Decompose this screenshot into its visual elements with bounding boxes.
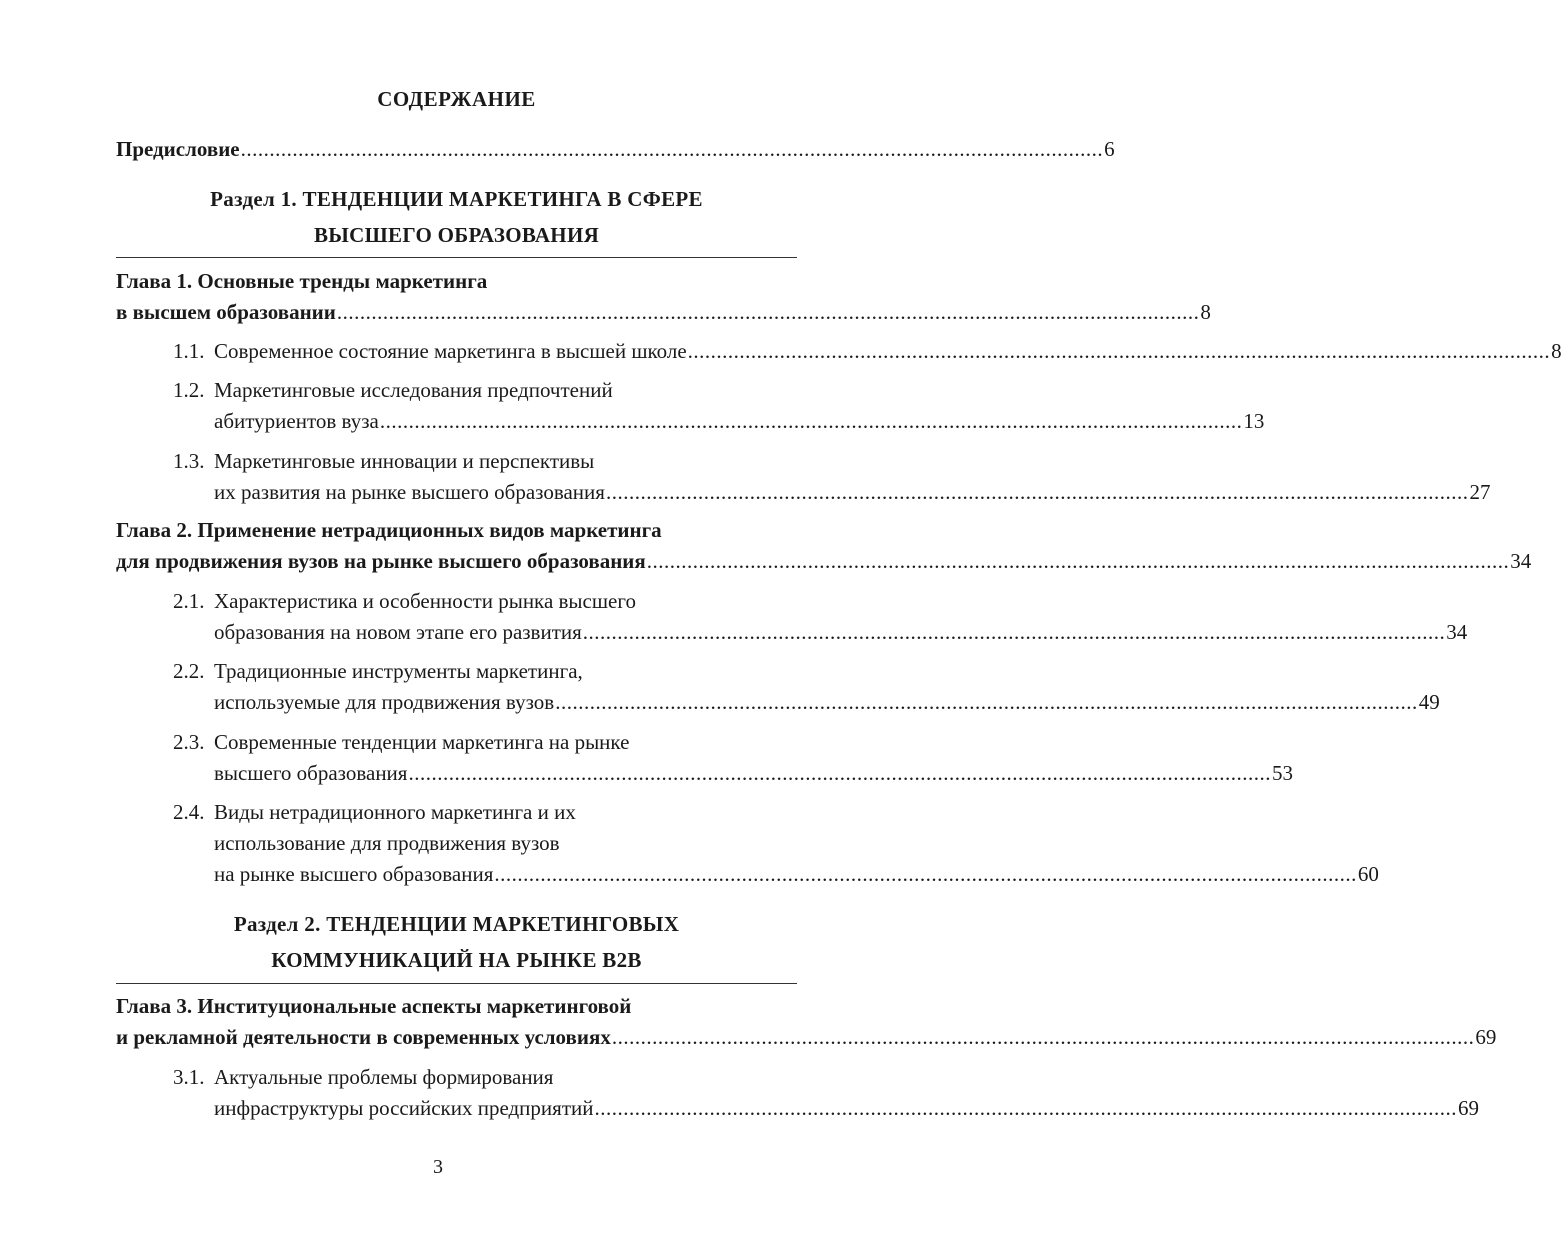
dot-leader: ...................................................................................................................................................... bbox=[336, 300, 1200, 324]
entry-number: 2.3. bbox=[173, 730, 205, 754]
toc-entry-3-1[interactable] bbox=[116, 1062, 1479, 1124]
entry-label: Виды нетрадиционного маркетинга и их bbox=[214, 800, 576, 824]
entry-label: Маркетинговые инновации и перспективы bbox=[214, 449, 595, 473]
dot-leader: ...................................................................................................................................................... bbox=[555, 690, 1418, 714]
entry-label: Актуальные проблемы формирования bbox=[214, 1065, 554, 1089]
section-heading-line: Раздел 2. ТЕНДЕНЦИИ МАРКЕТИНГОВЫХ bbox=[233, 912, 680, 936]
dot-leader: ...................................................................................................................................................... bbox=[687, 339, 1551, 363]
entry-label: Маркетинговые исследования предпочтений bbox=[214, 378, 613, 402]
entry-label: Характеристика и особенности рынка высшего bbox=[214, 589, 636, 613]
dot-leader: ...................................................................................................................................................... bbox=[582, 620, 1446, 644]
toc-entry-1-1[interactable] bbox=[116, 336, 1562, 367]
dot-leader: ...................................................................................................................................................... bbox=[646, 549, 1510, 573]
page-ref: 13 bbox=[1243, 409, 1265, 433]
entry-number: 2.1. bbox=[173, 589, 205, 613]
dot-leader: ...................................................................................................................................................... bbox=[408, 761, 1271, 785]
toc-title: СОДЕРЖАНИЕ bbox=[377, 87, 536, 111]
section-heading-line: КОММУНИКАЦИЙ НА РЫНКЕ B2B bbox=[271, 948, 642, 972]
entry-label: используемые для продвижения вузов bbox=[214, 690, 555, 714]
entry-label: Предисловие bbox=[116, 137, 240, 161]
entry-number: 1.1. bbox=[173, 339, 205, 363]
entry-label: Глава 3. Институциональные аспекты маркетинговой bbox=[116, 994, 632, 1018]
page-number: 3 bbox=[433, 1156, 443, 1178]
entry-label: на рынке высшего образования bbox=[214, 862, 494, 886]
entry-label: Глава 2. Применение нетрадиционных видов маркетинга bbox=[116, 518, 662, 542]
page-ref: 60 bbox=[1357, 862, 1379, 886]
toc-entry-2-2[interactable] bbox=[116, 656, 1440, 718]
dot-leader: ...................................................................................................................................................... bbox=[594, 1096, 1457, 1120]
page-ref: 69 bbox=[1457, 1096, 1479, 1120]
page-ref: 8 bbox=[1551, 339, 1562, 363]
entry-label: и рекламной деятельности в современных условиях bbox=[116, 1025, 611, 1049]
toc-entry-1-2[interactable] bbox=[116, 375, 1265, 437]
page-ref: 27 bbox=[1469, 480, 1491, 504]
entry-label: высшего образования bbox=[214, 761, 408, 785]
entry-label: образования на новом этапе его развития bbox=[214, 620, 582, 644]
page-ref: 34 bbox=[1446, 620, 1468, 644]
entry-label: для продвижения вузов на рынке высшего образования bbox=[116, 549, 646, 573]
entry-label: абитуриентов вуза bbox=[214, 409, 379, 433]
section-heading-line: Раздел 1. ТЕНДЕНЦИИ МАРКЕТИНГА В СФЕРЕ bbox=[210, 187, 703, 211]
entry-label: использование для продвижения вузов bbox=[214, 831, 560, 855]
section-1-heading bbox=[116, 181, 797, 253]
page-ref: 8 bbox=[1200, 300, 1211, 324]
toc-entry-2-1[interactable] bbox=[116, 586, 1468, 648]
entry-label: Современные тенденции маркетинга на рынке bbox=[214, 730, 630, 754]
section-divider bbox=[116, 983, 797, 984]
entry-label: их развития на рынке высшего образования bbox=[214, 480, 605, 504]
toc-entry-2-3[interactable] bbox=[116, 727, 1293, 789]
dot-leader: ...................................................................................................................................................... bbox=[379, 409, 1243, 433]
dot-leader: ...................................................................................................................................................... bbox=[240, 137, 1104, 161]
section-divider bbox=[116, 257, 797, 258]
entry-label: Глава 1. Основные тренды маркетинга bbox=[116, 269, 488, 293]
entry-label: в высшем образовании bbox=[116, 300, 336, 324]
page-ref: 53 bbox=[1271, 761, 1293, 785]
entry-label: инфраструктуры российских предприятий bbox=[214, 1096, 594, 1120]
dot-leader: ...................................................................................................................................................... bbox=[605, 480, 1469, 504]
entry-number: 3.1. bbox=[173, 1065, 205, 1089]
entry-number: 1.2. bbox=[173, 378, 205, 402]
entry-number: 2.2. bbox=[173, 659, 205, 683]
entry-label: Современное состояние маркетинга в высшей школе bbox=[214, 339, 687, 363]
section-2-heading bbox=[116, 906, 797, 978]
entry-number: 1.3. bbox=[173, 449, 205, 473]
toc-entry-preface[interactable] bbox=[116, 134, 1115, 165]
page-ref: 34 bbox=[1510, 549, 1532, 573]
dot-leader: ...................................................................................................................................................... bbox=[494, 862, 1357, 886]
toc-entry-chapter-3[interactable] bbox=[116, 991, 1497, 1053]
toc-entry-1-3[interactable] bbox=[116, 446, 1491, 508]
section-heading-line: ВЫСШЕГО ОБРАЗОВАНИЯ bbox=[313, 223, 600, 247]
toc-entry-chapter-1[interactable] bbox=[116, 266, 1211, 328]
toc-entry-2-4[interactable] bbox=[116, 797, 1379, 890]
entry-label: Традиционные инструменты маркетинга, bbox=[214, 659, 583, 683]
toc-entry-chapter-2[interactable] bbox=[116, 515, 1532, 577]
page-ref: 49 bbox=[1418, 690, 1440, 714]
entry-number: 2.4. bbox=[173, 800, 205, 824]
page-ref: 69 bbox=[1475, 1025, 1497, 1049]
page-ref: 6 bbox=[1104, 137, 1115, 161]
dot-leader: ...................................................................................................................................................... bbox=[611, 1025, 1475, 1049]
